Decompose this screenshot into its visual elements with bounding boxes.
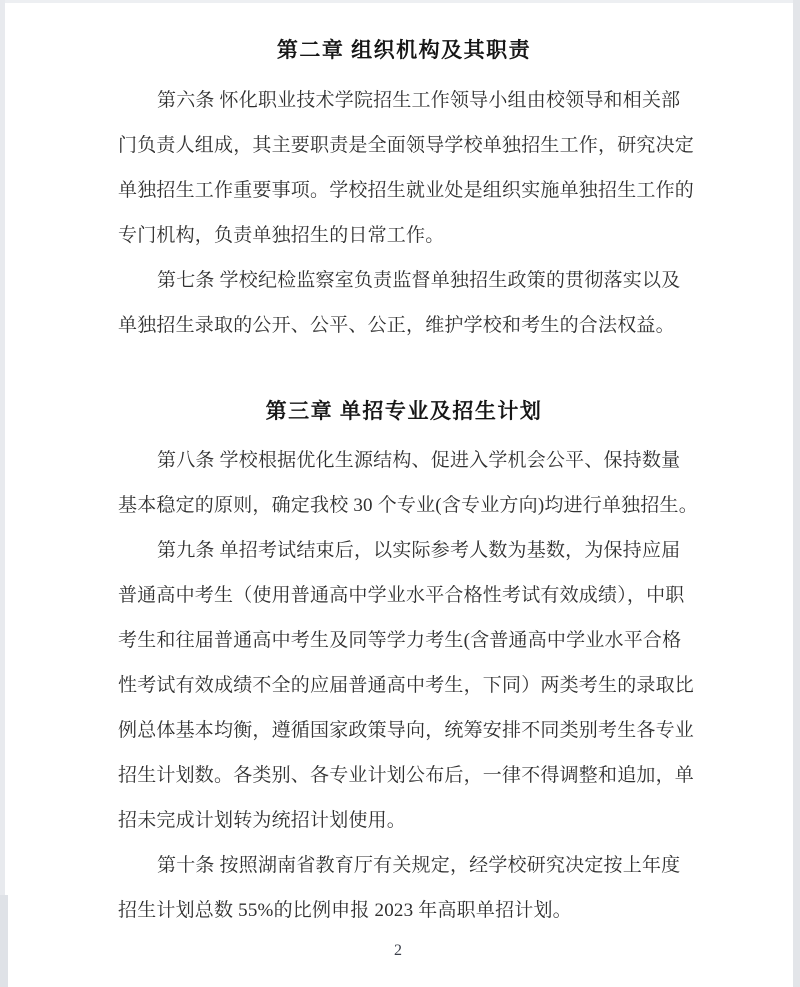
document-line: 单独招生录取的公开、公平、公正，维护学校和考生的合法权益。 [118,315,675,336]
document-line: 基本稳定的原则，确定我校 30 个专业(含专业方向)均进行单独招生。 [118,495,698,516]
scan-edge-top [0,0,800,3]
document-line: 普通高中考生（使用普通高中学业水平合格性考试有效成绩），中职 [118,585,685,606]
chapter-2-heading: 第二章 组织机构及其职责 [276,38,532,62]
document-line: 性考试有效成绩不全的应届普通高中考生，下同）两类考生的录取比 [118,675,695,696]
document-line: 第八条 学校根据优化生源结构、促进入学机会公平、保持数量 [157,450,681,471]
document-line: 招生计划总数 55%的比例申报 2023 年高职单招计划。 [118,900,572,921]
document-line: 第十条 按照湖南省教育厅有关规定，经学校研究决定按上年度 [157,855,681,876]
scan-edge-left [0,0,5,987]
document-line: 考生和往届普通高中考生及同等学力考生(含普通高中学业水平合格 [118,630,682,651]
document-line: 第六条 怀化职业技术学院招生工作领导小组由校领导和相关部 [157,90,681,111]
document-line: 例总体基本均衡，遵循国家政策导向，统筹安排不同类别考生各专业 [118,720,695,741]
page-number: 2 [394,942,402,959]
document-content [118,28,698,933]
document-line: 第九条 单招考试结束后，以实际参考人数为基数，为保持应届 [157,540,681,561]
scan-edge-right [793,0,800,987]
document-line: 招生计划数。各类别、各专业计划公布后，一律不得调整和追加，单 [118,765,695,786]
document-line: 专门机构，负责单独招生的日常工作。 [118,225,445,246]
document-line: 第七条 学校纪检监察室负责监督单独招生政策的贯彻落实以及 [157,270,681,291]
section-gap [118,348,690,389]
document-line: 招未完成计划转为统招计划使用。 [118,810,407,831]
chapter-3-heading: 第三章 单招专业及招生计划 [265,399,543,423]
document-line: 门负责人组成，其主要职责是全面领导学校单独招生工作，研究决定 [118,135,695,156]
document-line: 单独招生工作重要事项。学校招生就业处是组织实施单独招生工作的 [118,180,695,201]
